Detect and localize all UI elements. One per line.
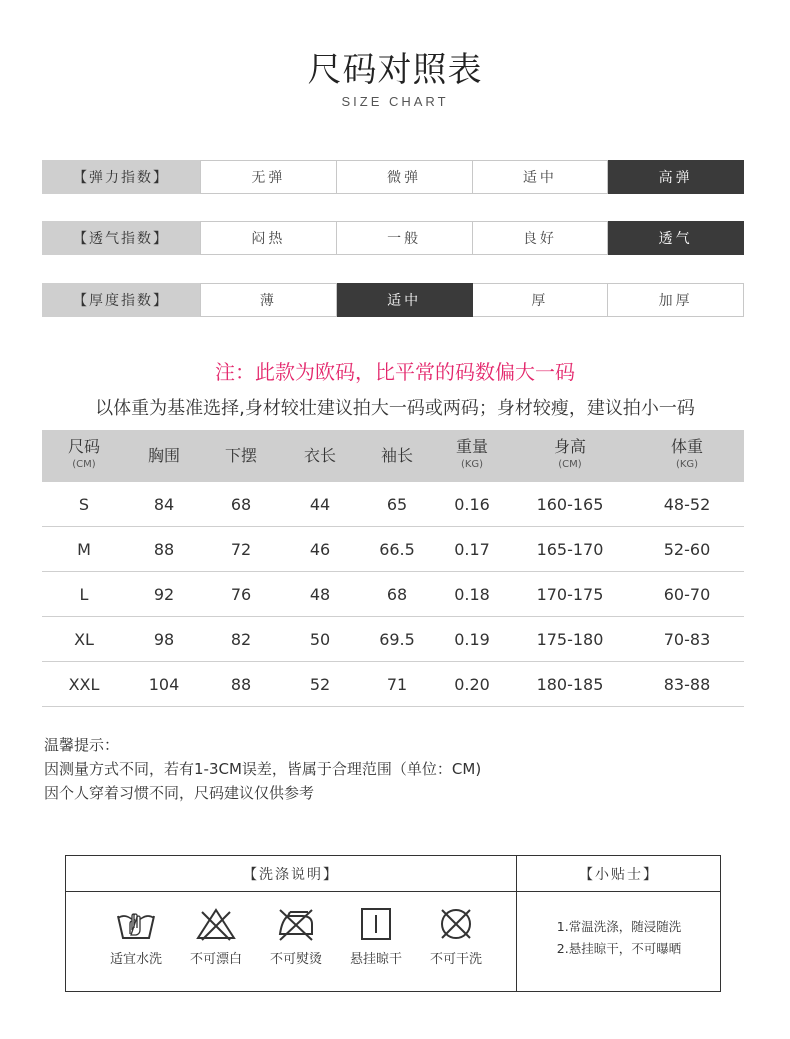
table-cell: XXL	[68, 674, 100, 694]
header-name: 重量	[455, 437, 488, 456]
size-table	[42, 430, 744, 707]
header-unit: (CM)	[72, 459, 96, 470]
table-cell: 104	[148, 674, 180, 694]
header-cell	[126, 430, 202, 482]
header-unit: (CM)	[558, 459, 582, 470]
table-cell: 170-175	[536, 584, 604, 604]
care-tips	[518, 916, 720, 960]
header-name: 衣长	[303, 446, 336, 465]
table-cell: 70-83	[663, 629, 711, 649]
header-name: 袖长	[380, 446, 413, 465]
header-cell	[510, 430, 630, 482]
table-cell: 52	[309, 674, 331, 694]
no-dry-clean-icon	[434, 906, 478, 942]
thickness-option: 厚	[473, 283, 609, 317]
table-row	[42, 527, 744, 572]
elasticity-index-row	[42, 160, 744, 194]
table-cell: 82	[230, 629, 252, 649]
care-label: 不可漂白	[189, 952, 242, 967]
page-title: 尺码对照表	[307, 50, 483, 90]
care-tips-title: 【小贴士】	[516, 856, 721, 892]
sizing-note: 注：此款为欧码，比平常的码数偏大一码	[215, 360, 575, 384]
care-item	[336, 906, 416, 967]
care-tip: 2.悬挂晾干，不可曝晒	[556, 941, 682, 956]
table-cell: L	[79, 584, 89, 604]
sizing-advice: 以体重为基准选择,身材较壮建议拍大一码或两码；身材较瘦，建议拍小一码	[95, 398, 695, 419]
care-tip: 1.常温洗涤，随浸随洗	[556, 919, 682, 934]
table-cell: 180-185	[536, 674, 604, 694]
table-cell: M	[77, 539, 91, 559]
table-cell: 0.19	[454, 629, 490, 649]
table-cell: 76	[230, 584, 252, 604]
header-name: 体重	[670, 437, 703, 456]
no-iron-icon	[274, 906, 318, 942]
table-cell: 0.18	[454, 584, 490, 604]
table-cell: 68	[230, 494, 252, 514]
table-row	[42, 662, 744, 707]
table-cell: 0.20	[454, 674, 490, 694]
breathability-option: 一般	[337, 221, 473, 255]
care-label: 不可熨烫	[269, 952, 322, 967]
header-cell	[202, 430, 280, 482]
elasticity-option: 无弹	[200, 160, 337, 194]
page-subtitle: SIZE CHART	[341, 94, 449, 109]
header-cell	[42, 430, 126, 482]
header-name: 尺码	[67, 437, 100, 456]
header-cell	[280, 430, 360, 482]
breathability-index-row	[42, 221, 744, 255]
care-item	[176, 906, 256, 967]
table-cell: 175-180	[536, 629, 604, 649]
header-cell	[434, 430, 510, 482]
elasticity-index-label: 【弹力指数】	[42, 160, 200, 194]
header-cell	[630, 430, 744, 482]
table-cell: 160-165	[536, 494, 604, 514]
table-cell: 98	[153, 629, 175, 649]
table-cell: 48	[309, 584, 331, 604]
table-cell: 0.16	[454, 494, 490, 514]
care-label: 悬挂晾干	[349, 952, 402, 967]
elasticity-option: 适中	[473, 160, 609, 194]
warm-tips	[44, 733, 481, 805]
thickness-index-label: 【厚度指数】	[42, 283, 200, 317]
table-cell: 48-52	[663, 494, 711, 514]
table-header	[42, 430, 744, 482]
hand-wash-icon	[114, 906, 158, 942]
thickness-option: 薄	[200, 283, 337, 317]
table-cell: 84	[153, 494, 175, 514]
care-divider	[516, 891, 517, 991]
elasticity-option: 微弹	[337, 160, 473, 194]
table-cell: 0.17	[454, 539, 490, 559]
table-row	[42, 482, 744, 527]
hang-dry-icon	[354, 906, 398, 942]
header-name: 身高	[553, 437, 586, 456]
table-cell: 88	[230, 674, 252, 694]
table-cell: 65	[386, 494, 408, 514]
header-cell	[360, 430, 434, 482]
breathability-option-selected: 透气	[608, 221, 744, 255]
table-cell: 71	[386, 674, 408, 694]
tips-title: 温馨提示：	[44, 736, 120, 754]
table-cell: 44	[309, 494, 331, 514]
table-row	[42, 617, 744, 662]
table-cell: 72	[230, 539, 252, 559]
tips-line: 因个人穿着习惯不同，尺码建议仅供参考	[44, 784, 315, 802]
table-cell: 68	[386, 584, 408, 604]
breathability-option: 闷热	[200, 221, 337, 255]
care-item	[256, 906, 336, 967]
table-cell: 66.5	[379, 539, 415, 559]
header-name: 下摆	[224, 446, 257, 465]
table-cell: 69.5	[379, 629, 415, 649]
care-item	[96, 906, 176, 967]
header-unit: (KG)	[460, 459, 484, 470]
table-cell: 165-170	[536, 539, 604, 559]
care-label: 适宜水洗	[109, 952, 162, 967]
care-instructions-box	[65, 855, 721, 992]
thickness-option: 加厚	[608, 283, 744, 317]
header-unit: (KG)	[675, 459, 699, 470]
table-cell: 46	[309, 539, 331, 559]
table-cell: 50	[309, 629, 331, 649]
breathability-option: 良好	[473, 221, 609, 255]
breathability-index-label: 【透气指数】	[42, 221, 200, 255]
tips-line: 因测量方式不同，若有1-3CM误差，皆属于合理范围（单位：CM)	[44, 760, 482, 778]
table-cell: XL	[74, 629, 94, 649]
care-item	[416, 906, 496, 967]
thickness-index-row	[42, 283, 744, 317]
table-cell: 52-60	[663, 539, 711, 559]
table-cell: S	[78, 494, 90, 514]
header-name: 胸围	[147, 446, 180, 465]
table-cell: 88	[153, 539, 175, 559]
elasticity-option-selected: 高弹	[608, 160, 744, 194]
no-bleach-icon	[194, 906, 238, 942]
table-cell: 92	[153, 584, 175, 604]
care-label: 不可干洗	[429, 952, 482, 967]
table-cell: 83-88	[663, 674, 711, 694]
care-title: 【洗涤说明】	[66, 856, 516, 892]
table-cell: 60-70	[663, 584, 711, 604]
table-row	[42, 572, 744, 617]
thickness-option-selected: 适中	[337, 283, 473, 317]
